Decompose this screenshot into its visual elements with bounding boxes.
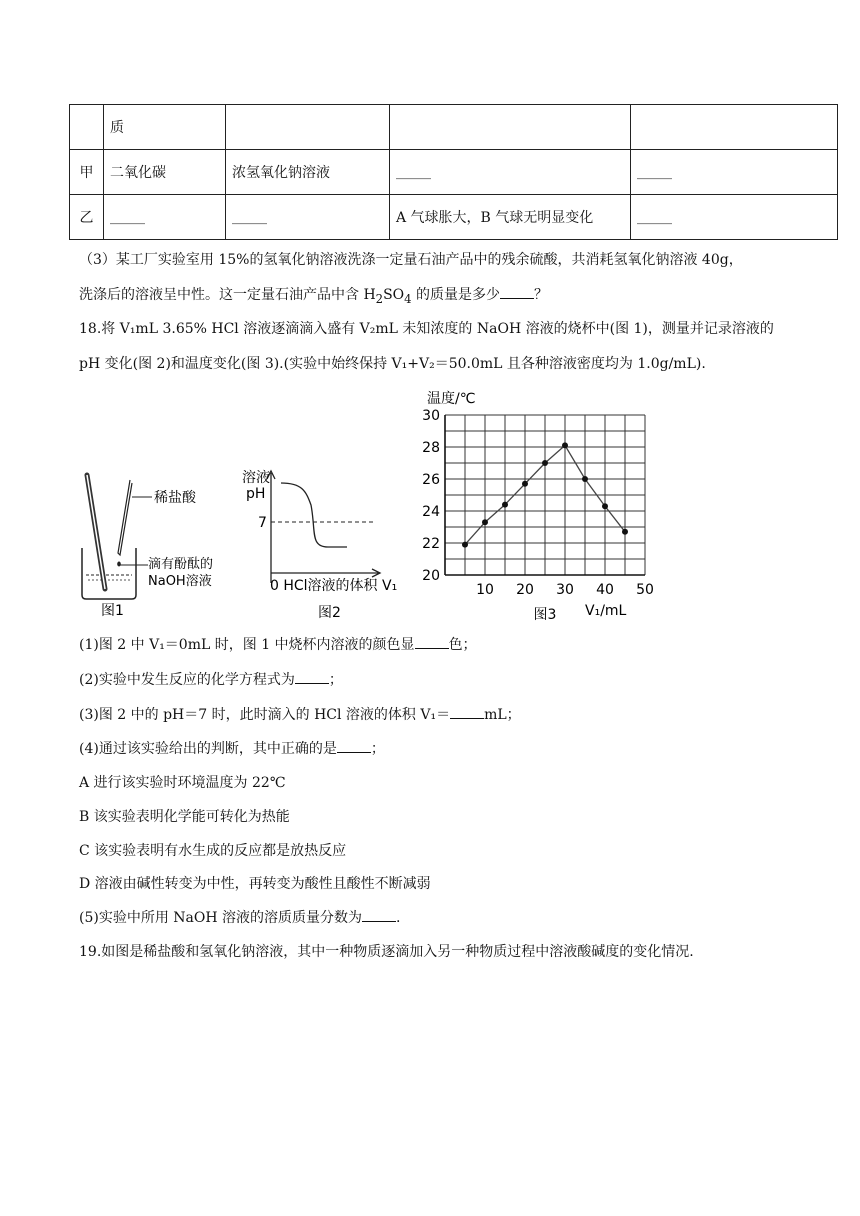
figures	[70, 385, 670, 625]
q18-sub3-end: mL；	[484, 707, 521, 723]
temperature-chart	[422, 390, 654, 623]
q18-sub2-text: (2)实验中发生反应的化学方程式为	[79, 672, 295, 688]
q18-sub4	[79, 738, 385, 758]
q18-sub5-text: (5)实验中所用 NaOH 溶液的溶质质量分数为	[79, 910, 363, 926]
data-point	[622, 529, 628, 535]
q17-3-line1: （3）某工厂实验室用 15%的氢氧化钠溶液洗涤一定量石油产品中的残余硫酸，共消耗氢氧化钠溶液 40g，	[79, 252, 743, 268]
q18-sub3	[79, 704, 521, 724]
q18-sub2-end: ；	[328, 672, 343, 688]
data-point	[562, 442, 568, 448]
fig2-ylabel-1: 溶液	[242, 470, 270, 486]
table-cell: 质	[104, 105, 226, 150]
q18-sub2	[79, 669, 343, 689]
answer-blank[interactable]	[415, 636, 449, 649]
y-tick-label: 22	[422, 536, 440, 552]
x-tick-label: 50	[636, 582, 654, 598]
answer-blank[interactable]	[500, 286, 534, 299]
table-row	[70, 195, 838, 240]
q17-3-text-b: SO	[383, 287, 405, 303]
experiment-table	[69, 104, 838, 240]
table-row	[70, 150, 838, 195]
option-a: A 进行该实验时环境温度为 22℃	[79, 775, 286, 791]
q18-sub1-end: 色；	[448, 637, 477, 653]
table-cell	[226, 105, 390, 150]
table-cell: A 气球胀大，B 气球无明显变化	[390, 195, 631, 240]
data-point	[502, 502, 508, 508]
q17-3-text-c: 的质量是多少	[411, 287, 501, 303]
table-cell: _____	[631, 195, 838, 240]
y-tick-label: 26	[422, 472, 440, 488]
table-cell: 浓氢氧化钠溶液	[226, 150, 390, 195]
fig2-ylabel-2: pH	[246, 486, 266, 502]
table-cell: _____	[104, 195, 226, 240]
data-point	[462, 542, 468, 548]
option-c: C 该实验表明有水生成的反应都是放热反应	[79, 843, 347, 859]
answer-blank[interactable]	[337, 740, 371, 753]
x-tick-label: 10	[476, 582, 494, 598]
y-axis-label: 温度/℃	[427, 391, 476, 407]
data-point	[482, 519, 488, 525]
fig2-caption: 图2	[318, 605, 341, 621]
q18-sub1-text: (1)图 2 中 V₁＝0mL 时，图 1 中烧杯内溶液的颜色显	[79, 637, 415, 653]
q18-sub5	[79, 907, 400, 927]
q17-3-text-a: 洗涤后的溶液呈中性。这一定量石油产品中含 H	[79, 287, 376, 303]
table-cell: _____	[631, 150, 838, 195]
fig2-xlabel: 0 HCl溶液的体积 V₁	[270, 578, 398, 594]
x-tick-label: 40	[596, 582, 614, 598]
table-cell: 甲	[70, 150, 104, 195]
q18-sub5-end: .	[396, 910, 401, 926]
answer-blank[interactable]	[450, 706, 484, 719]
y-tick-label: 30	[422, 408, 440, 424]
data-point	[582, 476, 588, 482]
fig1-acid-label: 稀盐酸	[154, 490, 196, 506]
y-tick-label: 20	[422, 568, 440, 584]
q18-sub4-end: ；	[370, 741, 385, 757]
table-cell	[631, 105, 838, 150]
q17-3-line2: 洗涤后的溶液呈中性。这一定量石油产品中含 $H_2SO_4$ 的质量是多少 ？	[79, 287, 549, 306]
q18-sub1	[79, 634, 477, 654]
q18-line2: pH 变化(图 2)和温度变化(图 3).(实验中始终保持 V₁+V₂＝50.0mL 且各种溶液密度均为 1.0g/mL).	[79, 356, 706, 372]
y-tick-label: 28	[422, 440, 440, 456]
table-cell	[70, 105, 104, 150]
fig2-tick-7: 7	[258, 515, 267, 531]
answer-blank[interactable]	[295, 671, 329, 684]
q18-sub3-text: (3)图 2 中的 pH＝7 时，此时滴入的 HCl 溶液的体积 V₁＝	[79, 707, 451, 723]
table-cell: 乙	[70, 195, 104, 240]
fig1-solution-label-1: 滴有酚酞的	[148, 557, 214, 572]
q19-line1: 19.如图是稀盐酸和氢氧化钠溶液，其中一种物质逐滴加入另一种物质过程中溶液酸碱度的变化情况.	[79, 944, 694, 960]
table-row	[70, 105, 838, 150]
x-tick-label: 20	[516, 582, 534, 598]
data-point	[542, 460, 548, 466]
x-axis-label: V₁/mL	[585, 603, 627, 619]
q17-3-text-d: ？	[534, 287, 549, 303]
table-cell: _____	[390, 150, 631, 195]
y-tick-label: 24	[422, 504, 440, 520]
table-cell	[390, 105, 631, 150]
option-d: D 溶液由碱性转变为中性，再转变为酸性且酸性不断减弱	[79, 876, 431, 892]
table-cell: 二氧化碳	[104, 150, 226, 195]
table-cell: _____	[226, 195, 390, 240]
answer-blank[interactable]	[362, 909, 396, 922]
ph-figure	[242, 469, 397, 621]
option-b: B 该实验表明化学能可转化为热能	[79, 809, 290, 825]
fig3-caption: 图3	[533, 607, 557, 623]
data-point	[602, 503, 608, 509]
fig1-caption: 图1	[101, 603, 124, 619]
x-tick-label: 30	[556, 582, 574, 598]
fig1-solution-label-2: NaOH溶液	[148, 574, 212, 589]
q18-line1: 18.将 V₁mL 3.65% HCl 溶液逐滴滴入盛有 V₂mL 未知浓度的 NaOH 溶液的烧杯中(图 1)，测量并记录溶液的	[79, 321, 774, 337]
data-point	[522, 481, 528, 487]
beaker-figure	[82, 475, 213, 619]
q18-sub4-text: (4)通过该实验给出的判断，其中正确的是	[79, 741, 337, 757]
